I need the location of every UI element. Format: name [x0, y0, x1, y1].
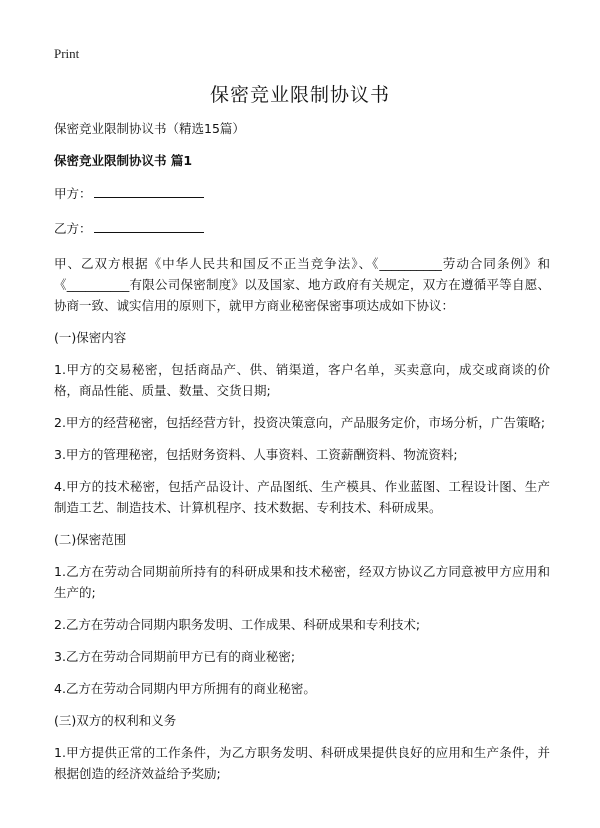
- clause-2-4: 4.乙方在劳动合同期内甲方所拥有的商业秘密。: [54, 681, 316, 696]
- print-link[interactable]: Print: [54, 46, 80, 61]
- party-b-field: [54, 218, 550, 239]
- heading-rights-obligations: (三)双方的权利和义务: [54, 713, 177, 728]
- document-body: [54, 118, 550, 795]
- clause-3-1: 1.甲方提供正常的工作条件，为乙方职务发明、科研成果提供良好的应用和生产条件，并根据创造的经济效益给予奖励;: [54, 745, 550, 781]
- party-b-blank-line: [94, 218, 204, 233]
- section-title: 保密竞业限制协议书 篇1: [54, 153, 193, 168]
- document-title: 保密竞业限制协议书: [209, 84, 390, 106]
- party-a-label: 甲方：: [54, 186, 92, 201]
- clause-2-3: 3.乙方在劳动合同期前甲方已有的商业秘密;: [54, 649, 296, 664]
- heading-confidential-scope: (二)保密范围: [54, 532, 127, 547]
- clause-1-3: 3.甲方的管理秘密，包括财务资料、人事资料、工资薪酬资料、物流资料;: [54, 447, 458, 462]
- party-a-blank-line: [94, 183, 204, 198]
- intro-paragraph: 甲、乙双方根据《中华人民共和国反不正当竞争法》、《__________劳动合同条例》和《__________有限公司保密制度》以及国家、地方政府有关规定，双方在遵循平等自愿、协商一致、诚实信用的原则下，就甲方商业秘密保密事项达成如下协议：: [54, 256, 550, 313]
- clause-1-1: 1.甲方的交易秘密，包括商品产、供、销渠道，客户名单，买卖意向，成交或商谈的价格，商品性能、质量、数量、交货日期;: [54, 362, 550, 398]
- party-a-field: [54, 183, 550, 204]
- document-subtitle: 保密竞业限制协议书（精选15篇）: [54, 121, 245, 136]
- heading-confidential-content: (一)保密内容: [54, 330, 127, 345]
- clause-1-2: 2.甲方的经营秘密，包括经营方针，投资决策意向，产品服务定价，市场分析，广告策略;: [54, 415, 546, 430]
- clause-2-2: 2.乙方在劳动合同期内职务发明、工作成果、科研成果和专利技术;: [54, 617, 421, 632]
- party-b-label: 乙方：: [54, 221, 92, 236]
- clause-2-1: 1.乙方在劳动合同期前所持有的科研成果和技术秘密，经双方协议乙方同意被甲方应用和生产的;: [54, 564, 550, 600]
- clause-1-4: 4.甲方的技术秘密，包括产品设计、产品图纸、生产模具、作业蓝图、工程设计图、生产制造工艺、制造技术、计算机程序、技术数据、专利技术、科研成果。: [54, 479, 550, 515]
